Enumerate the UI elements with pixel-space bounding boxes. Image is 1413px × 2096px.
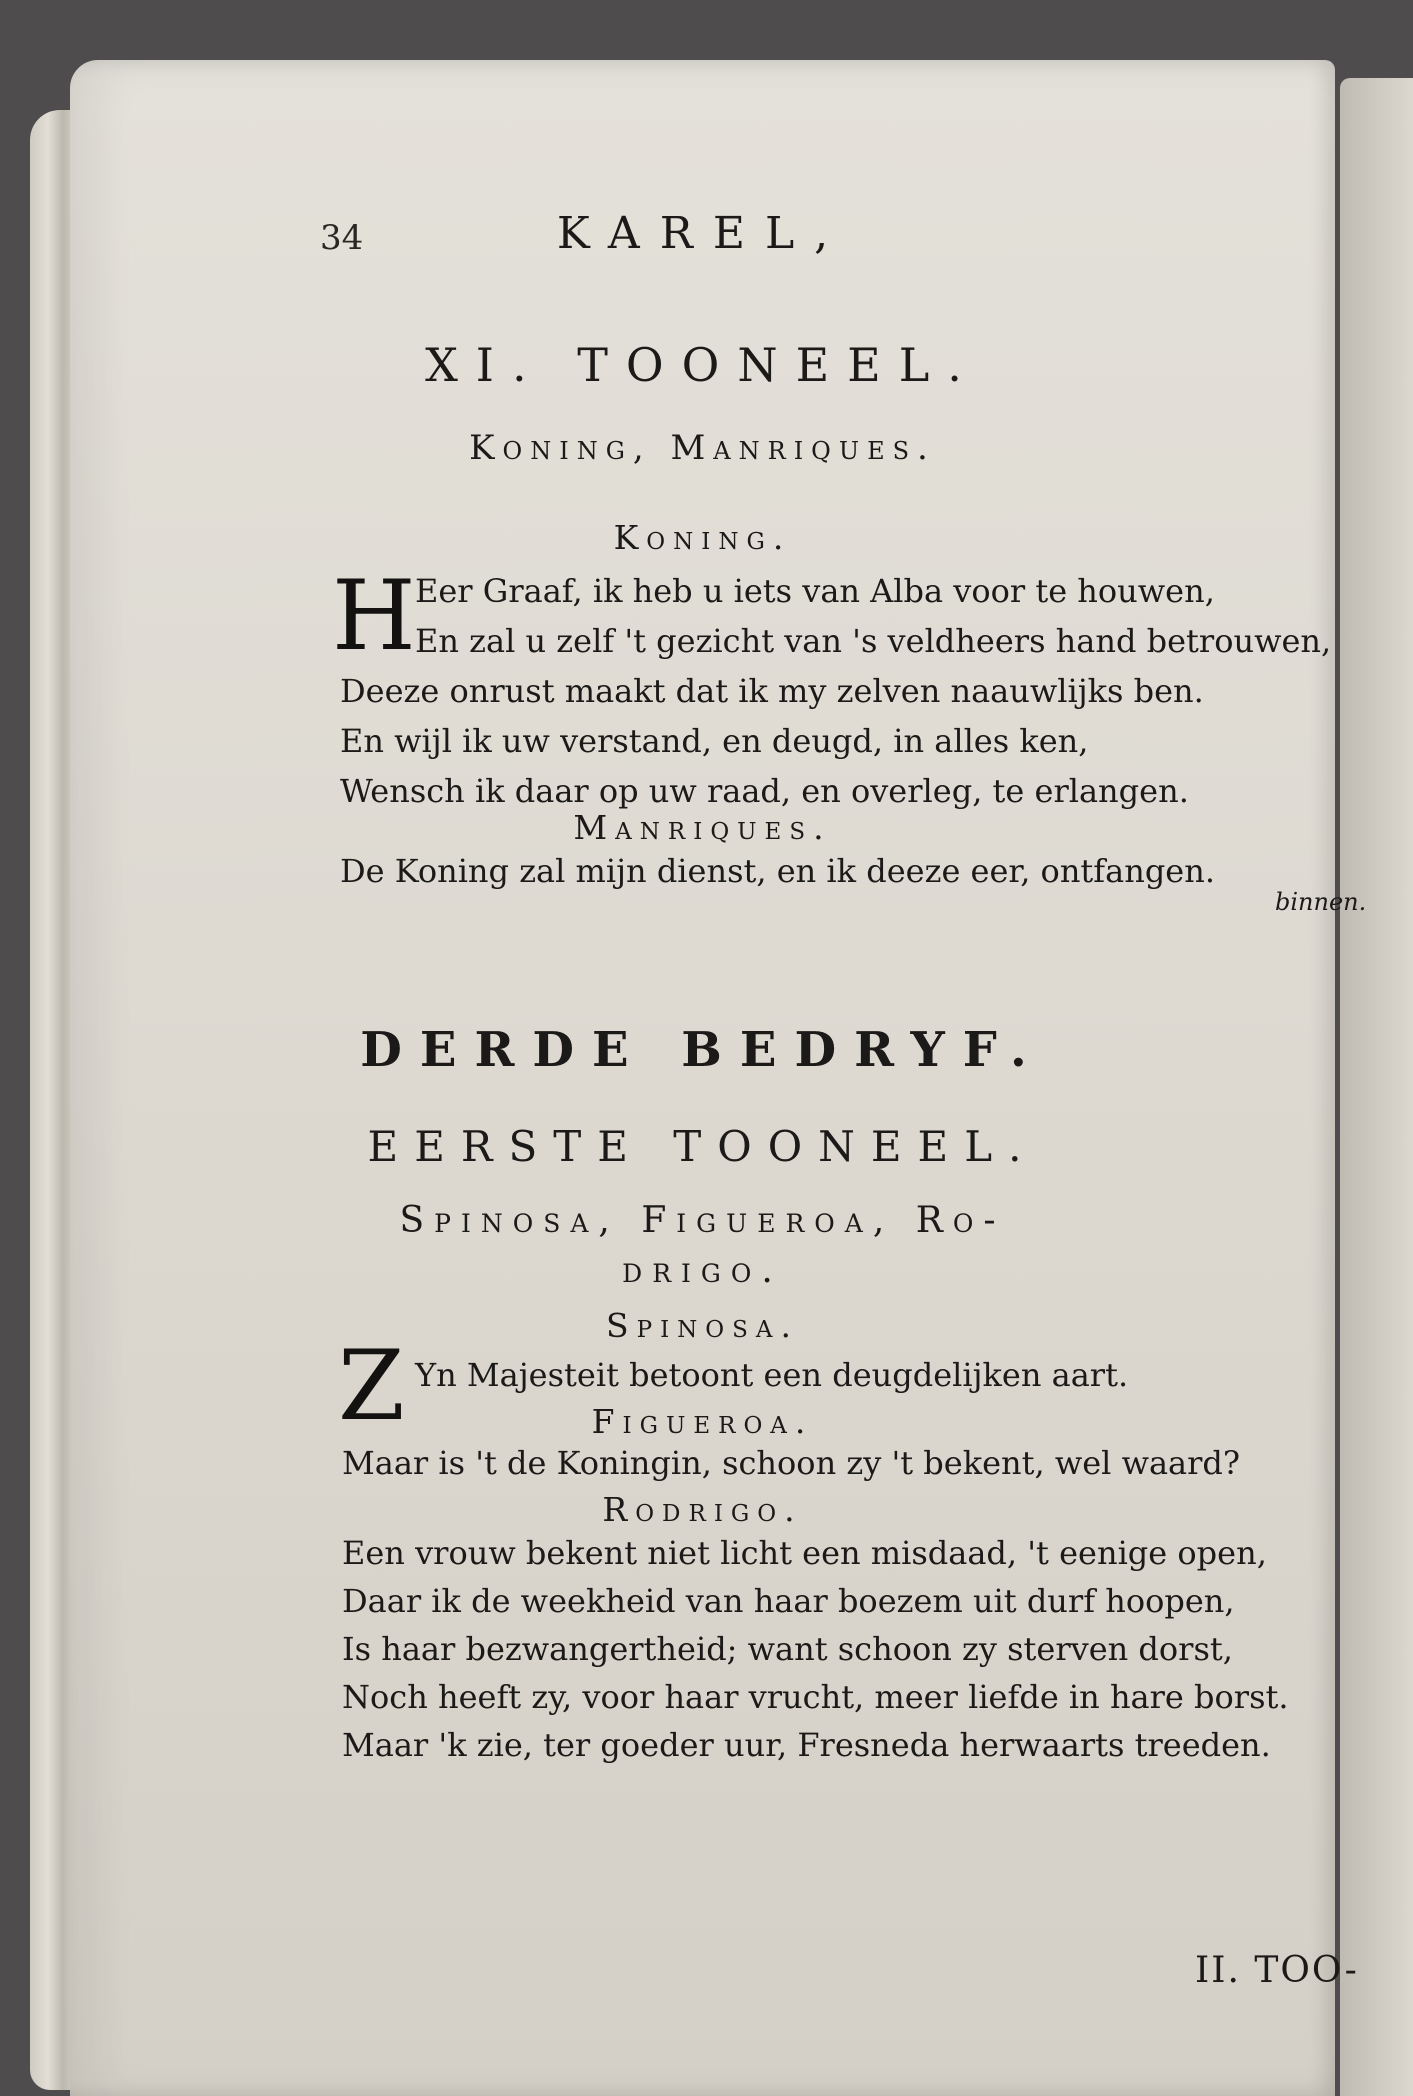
page-number: 34 — [320, 218, 364, 258]
dramatis-personae: Koning, Manriques. — [469, 428, 936, 468]
verse-line: Maar 'k zie, ter goeder uur, Fresneda herwaarts treeden. — [342, 1726, 1271, 1764]
facing-page-edge — [1340, 78, 1413, 2096]
book-page — [70, 60, 1367, 2096]
speaker-figueroa: Figueroa. — [591, 1402, 814, 1441]
verse-line: Een vrouw bekent niet licht een misdaad, 't eenige open, — [342, 1534, 1267, 1572]
verse-line: Yn Majesteit betoont een deugdelijken aart. — [415, 1356, 1129, 1394]
scene-title: XI. TOONEEL. — [425, 338, 980, 392]
verse-line: Eer Graaf, ik heb u iets van Alba voor te houwen, — [415, 572, 1215, 610]
verse-line: Wensch ik daar op uw raad, en overleg, te erlangen. — [340, 772, 1189, 810]
verse-line: En wijl ik uw verstand, en deugd, in alles ken, — [340, 722, 1089, 760]
speaker-rodrigo: Rodrigo. — [602, 1490, 803, 1529]
scene-title-2: EERSTE TOONEEL. — [367, 1122, 1038, 1171]
running-title: KAREL, — [556, 208, 849, 259]
act-title: DERDE BEDRYF. — [360, 1022, 1045, 1078]
speaker-koning: Koning. — [613, 518, 792, 557]
dramatis-personae-2: Spinosa, Figueroa, Ro- — [399, 1200, 1006, 1241]
verse-line: Deeze onrust maakt dat ik my zelven naauwlijks ben. — [340, 672, 1204, 710]
stage-direction: binnen. — [1275, 888, 1367, 916]
speaker-spinosa: Spinosa. — [605, 1306, 799, 1345]
verse-line: De Koning zal mijn dienst, en ik deeze eer, ontfangen. — [340, 852, 1216, 890]
speaker-manriques: Manriques. — [573, 808, 832, 847]
drop-capital: H — [332, 560, 416, 672]
dramatis-personae-2-cont: drigo. — [622, 1250, 783, 1291]
catchword: II. TOO- — [1195, 1950, 1359, 1991]
verse-line: En zal u zelf 't gezicht van 's veldheers hand betrouwen, — [415, 622, 1332, 660]
verse-line: Daar ik de weekheid van haar boezem uit durf hoopen, — [342, 1582, 1235, 1620]
drop-capital: Z — [338, 1330, 405, 1442]
verse-line: Is haar bezwangertheid; want schoon zy sterven dorst, — [342, 1630, 1233, 1668]
verse-line: Maar is 't de Koningin, schoon zy 't bekent, wel waard? — [342, 1444, 1241, 1482]
verse-line: Noch heeft zy, voor haar vrucht, meer liefde in hare borst. — [342, 1678, 1289, 1716]
